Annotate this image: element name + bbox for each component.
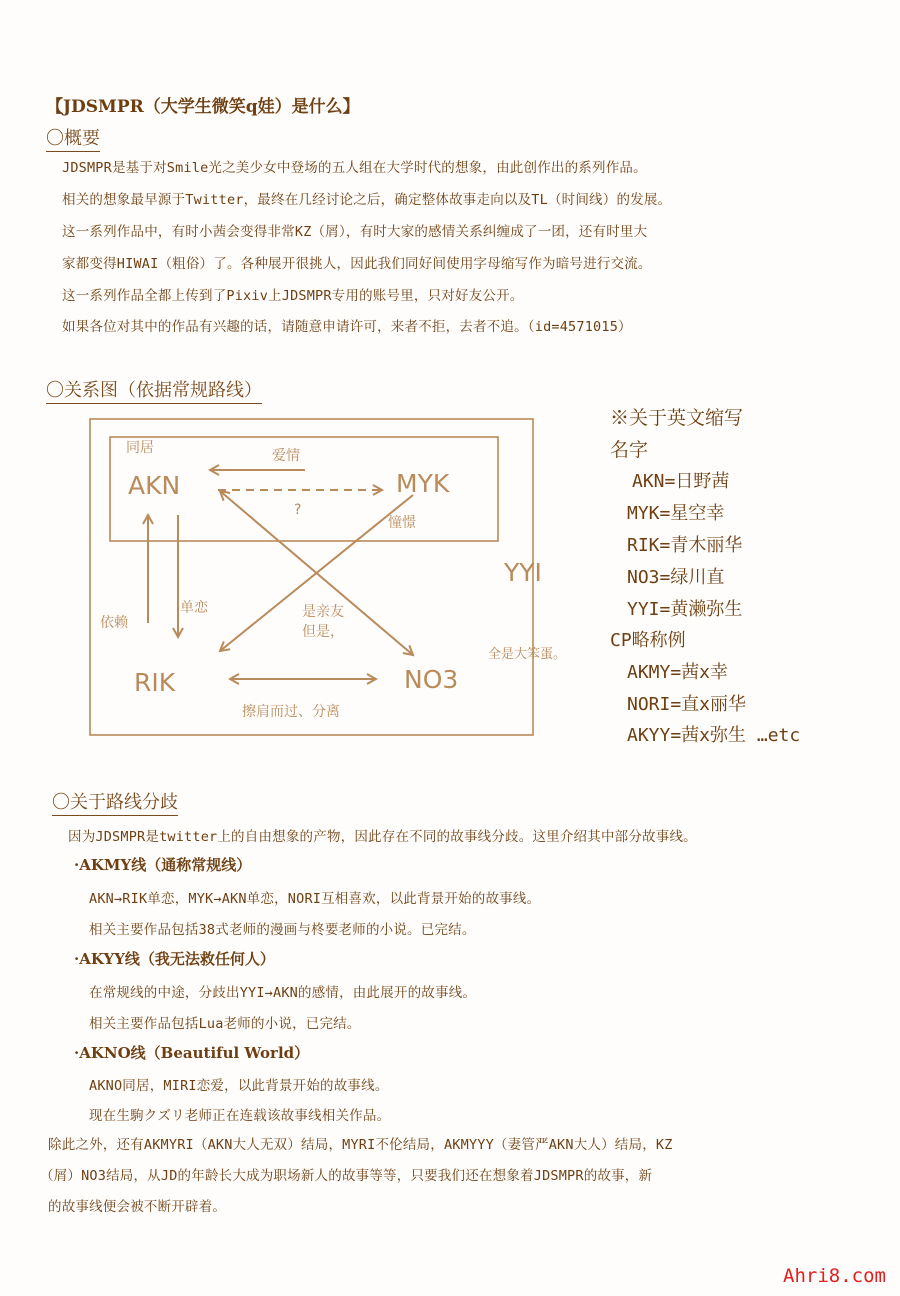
label-question: ? <box>294 502 302 518</box>
route-title: ·AKNO线（Beautiful World） <box>74 1044 310 1062</box>
name-entry: NO3=绿川直 <box>627 567 725 588</box>
overview-line: 这一系列作品中，有时小茜会变得非常KZ（屑），有时大家的感情关系纠缠成了一团，还有时里大 <box>62 224 648 240</box>
routes-outro-line: 的故事线便会被不断开辟着。 <box>48 1199 227 1215</box>
overview-heading: 〇概要 <box>46 124 100 152</box>
route-line: AKN→RIK单恋，MYK→AKN单恋，NORI互相喜欢，以此背景开始的故事线。 <box>89 891 541 907</box>
group-label: 同居 <box>126 440 154 456</box>
page-title: 【JDSMPR（大学生微笑q娃）是什么】 <box>46 97 360 117</box>
route-line: 相关主要作品包括38式老师的漫画与柊要老师的小说。已完结。 <box>89 922 476 938</box>
label-friends-2: 但是， <box>302 624 344 640</box>
route-line: 现在生駒クズリ老师正在连载该故事线相关作品。 <box>89 1108 391 1124</box>
name-entry: MYK=星空幸 <box>627 503 725 524</box>
label-fools: 全是大笨蛋。 <box>488 647 567 662</box>
cp-entry: AKYY=茜x弥生 …etc <box>627 725 801 746</box>
route-title: ·AKYY线（我无法救任何人） <box>74 950 275 968</box>
route-line: 在常规线的中途，分歧出YYI→AKN的感情，由此展开的故事线。 <box>89 985 477 1001</box>
route-line: AKNO同居，MIRI恋爱，以此背景开始的故事线。 <box>89 1078 389 1094</box>
routes-intro: 因为JDSMPR是twitter上的自由想象的产物，因此存在不同的故事线分歧。这里介绍其中部分故事线。 <box>68 829 697 845</box>
cp-entry: NORI=直x丽华 <box>627 694 747 715</box>
label-crush: 单恋 <box>180 600 208 616</box>
name-entry: AKN=日野茜 <box>632 471 730 492</box>
label-friends-1: 是亲友 <box>302 604 344 620</box>
overview-line: 家都变得HIWAI（粗俗）了。各种展开很挑人，因此我们同好间使用字母缩写作为暗号进行交流。 <box>62 256 652 272</box>
overview-line: 如果各位对其中的作品有兴趣的话，请随意申请许可，来者不拒，去者不追。（id=4571015） <box>62 319 632 335</box>
node-no3: NO3 <box>404 665 459 694</box>
label-passby: 擦肩而过、分离 <box>242 704 340 720</box>
route-title: ·AKMY线（通称常规线） <box>74 856 252 874</box>
label-rely: 依赖 <box>100 615 128 631</box>
overview-line: 相关的想象最早源于Twitter，最终在几经讨论之后，确定整体故事走向以及TL（时间线）的发展。 <box>62 192 672 208</box>
label-love: 爱情 <box>272 448 300 464</box>
node-yyi: YYI <box>504 558 542 587</box>
node-myk: MYK <box>396 469 450 498</box>
names-title: 名字 <box>610 439 649 461</box>
relationship-diagram <box>80 415 580 745</box>
node-rik: RIK <box>134 668 176 697</box>
side-note-heading: ※关于英文缩写 <box>610 407 744 429</box>
routes-outro-line: 除此之外，还有AKMYRI（AKN大人无双）结局，MYRI不伦结局，AKMYYY（妻管严AKN大人）结局，KZ <box>48 1137 673 1153</box>
route-line: 相关主要作品包括Lua老师的小说，已完结。 <box>89 1016 361 1032</box>
overview-line: 这一系列作品全都上传到了Pixiv上JDSMPR专用的账号里，只对好友公开。 <box>62 288 524 304</box>
watermark[interactable]: Ahri8.com <box>783 1265 886 1287</box>
routes-outro-line: （屑）NO3结局，从JD的年龄长大成为职场新人的故事等等，只要我们还在想象着JDSMPR的故事，新 <box>40 1168 653 1184</box>
cp-title: CP略称例 <box>610 630 686 651</box>
label-admire: 憧憬 <box>388 515 416 531</box>
name-entry: RIK=青木丽华 <box>627 535 743 556</box>
overview-line: JDSMPR是基于对Smile光之美少女中登场的五人组在大学时代的想象，由此创作出的系列作品。 <box>62 160 647 176</box>
node-akn: AKN <box>128 471 181 500</box>
routes-heading: 〇关于路线分歧 <box>52 788 178 816</box>
name-entry: YYI=黄濑弥生 <box>627 599 743 620</box>
relation-heading: 〇关系图（依据常规路线） <box>46 376 262 404</box>
cp-entry: AKMY=茜x幸 <box>627 662 729 683</box>
